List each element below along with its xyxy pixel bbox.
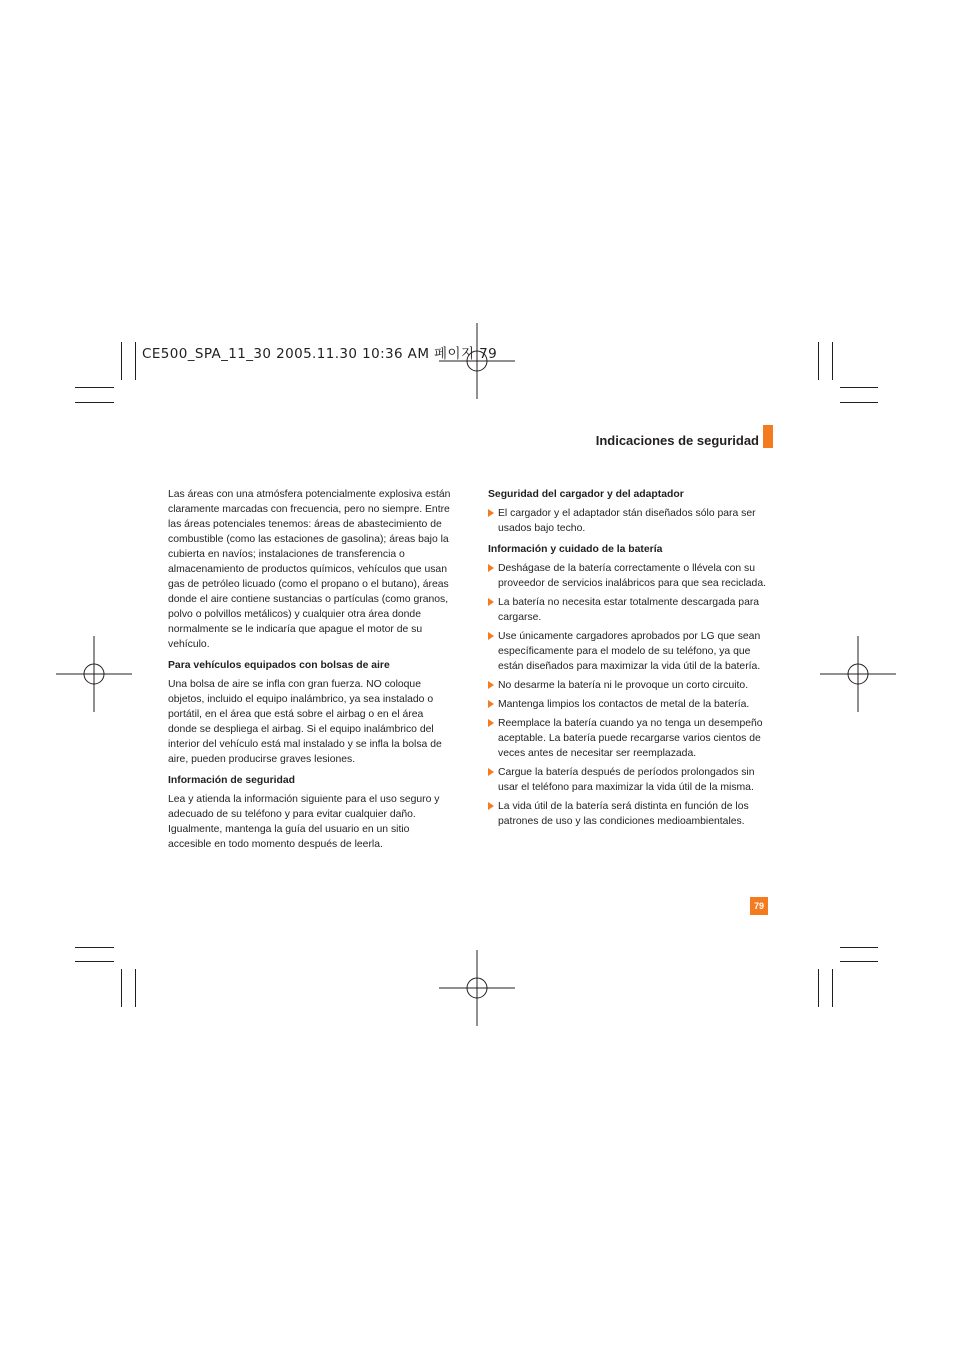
crop-mark — [75, 402, 114, 403]
triangle-arrow-icon — [488, 509, 494, 517]
section-tab-marker — [763, 425, 773, 448]
list-item — [488, 799, 774, 829]
printer-slug: CE500_SPA_11_30 2005.11.30 10:36 AM 페이지 79 — [142, 346, 498, 362]
intro-paragraph: Las áreas con una atmósfera potencialmente explosiva están claramente marcadas con frecuencia, pero no siempre. Entre las áreas potenciales tenemos: áreas de abastecimiento de combustible (como las estaciones de gasolina); áreas bajo la cubierta en navíos; instalaciones de transferencia o almacenamiento de productos químicos, vehículos que usan gas de petróleo licuado (como el propano o el butano), áreas donde el aire contiene sustancias o partículas (como granos, polvo o polvillos metálicos) y cualquier otra área donde normalmente se le indicaría que apague el motor de su vehículo. — [168, 489, 451, 650]
crop-mark — [832, 969, 833, 1007]
triangle-arrow-icon — [488, 719, 494, 727]
crop-mark — [121, 342, 122, 380]
triangle-arrow-icon — [488, 700, 494, 708]
list-item-text: No desarme la batería ni le provoque un corto circuito. — [498, 680, 749, 691]
list-item — [488, 595, 774, 625]
crop-mark — [75, 387, 114, 388]
list-item — [488, 765, 774, 795]
triangle-arrow-icon — [488, 564, 494, 572]
triangle-arrow-icon — [488, 802, 494, 810]
list-item-text: Reemplace la batería cuando ya no tenga un desempeño aceptable. La batería puede recargarse varios cientos de veces antes de necesitar ser reemplazada. — [498, 718, 763, 759]
battery-list — [488, 561, 774, 829]
crop-mark — [75, 961, 114, 962]
crop-mark — [135, 342, 136, 380]
battery-heading: Información y cuidado de la batería — [488, 544, 663, 555]
crop-mark — [121, 969, 122, 1007]
crop-mark — [840, 947, 878, 948]
list-item — [488, 697, 774, 712]
crop-mark — [818, 969, 819, 1007]
list-item — [488, 561, 774, 591]
triangle-arrow-icon — [488, 681, 494, 689]
list-item-text: La vida útil de la batería será distinta en función de los patrones de uso y las condiciones medioambientales. — [498, 801, 749, 827]
crop-mark — [840, 387, 878, 388]
triangle-arrow-icon — [488, 632, 494, 640]
triangle-arrow-icon — [488, 768, 494, 776]
crop-mark — [840, 961, 878, 962]
registration-mark-icon — [820, 636, 896, 712]
right-column — [488, 487, 774, 833]
registration-mark-icon — [439, 950, 515, 1026]
airbag-heading: Para vehículos equipados con bolsas de aire — [168, 660, 390, 671]
list-item-text: Deshágase de la batería correctamente o llévela con su proveedor de servicios inalábricos para que sea reciclada. — [498, 563, 766, 589]
list-item — [488, 716, 774, 761]
list-item-text: La batería no necesita estar totalmente descargada para cargarse. — [498, 597, 760, 623]
list-item — [488, 629, 774, 674]
list-item-text: Mantenga limpios los contactos de metal de la batería. — [498, 699, 750, 710]
list-item — [488, 678, 774, 693]
left-column — [168, 487, 454, 856]
registration-mark-icon — [56, 636, 132, 712]
safety-info-paragraph: Lea y atienda la información siguiente para el uso seguro y adecuado de su teléfono y para evitar cualquier daño. Igualmente, mantenga la guía del usuario en un sitio accesible en todo momento después de leerla. — [168, 794, 440, 850]
crop-mark — [840, 402, 878, 403]
crop-mark — [832, 342, 833, 380]
safety-info-heading: Información de seguridad — [168, 775, 296, 786]
list-item-text: Use únicamente cargadores aprobados por LG que sean específicamente para el modelo de su teléfono, ya que están diseñados para maximizar la vida útil de la batería. — [498, 631, 761, 672]
list-item-text: Cargue la batería después de períodos prolongados sin usar el teléfono para maximizar la vida útil de la misma. — [498, 767, 755, 793]
section-title: Indicaciones de seguridad — [595, 433, 759, 448]
page-number: 79 — [750, 897, 768, 915]
crop-mark — [818, 342, 819, 380]
crop-mark — [75, 947, 114, 948]
charger-list — [488, 506, 774, 536]
charger-heading: Seguridad del cargador y del adaptador — [488, 489, 684, 500]
airbag-paragraph: Una bolsa de aire se infla con gran fuerza. NO coloque objetos, incluido el equipo inalámbrico, ya sea instalado o portátil, en el área que está sobre el airbag o en el área donde se despliega el airbag. Si el equipo inalámbrico del interior del vehículo está mal instalado y se infla la bolsa de aire, pueden producirse graves lesiones. — [168, 679, 442, 765]
list-item-text: El cargador y el adaptador stán diseñados sólo para ser usados bajo techo. — [498, 508, 756, 534]
crop-mark — [135, 969, 136, 1007]
list-item — [488, 506, 774, 536]
triangle-arrow-icon — [488, 598, 494, 606]
